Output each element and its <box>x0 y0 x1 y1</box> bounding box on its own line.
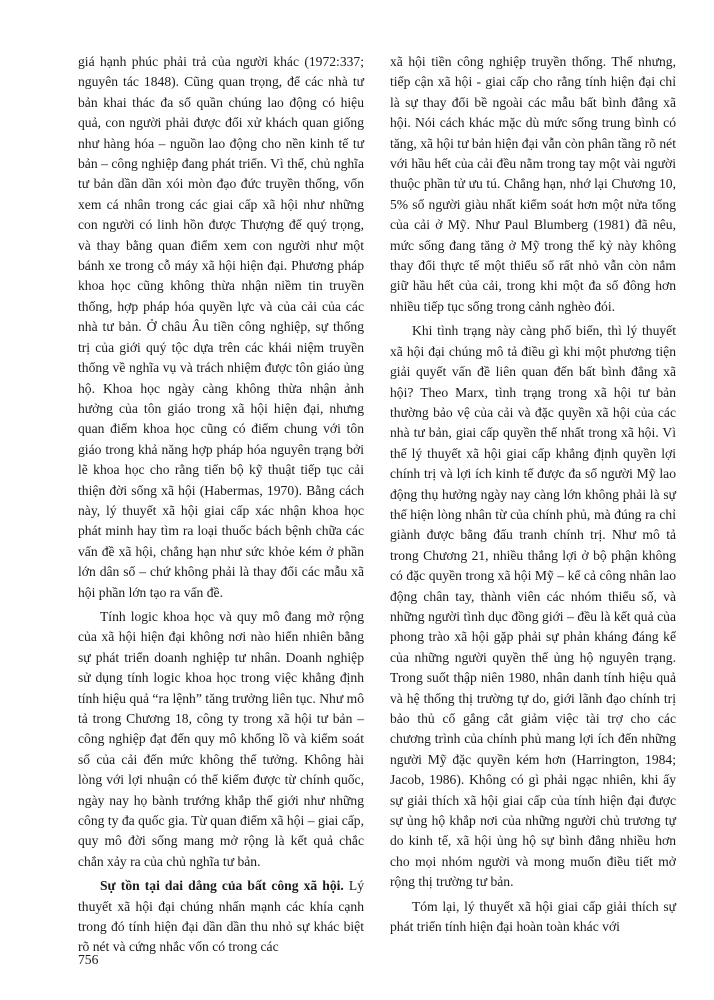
paragraph: Khi tình trạng này càng phổ biến, thì lý thuyết xã hội đại chúng mô tả điều gì khi một phương tiện giải quyết vấn đề liên quan đến bất bình đẳng xã hội? Theo Marx, tình trạng trong xã hội tư bản thường bảo vệ của cải và đặc quyền xã hội của các nhà tư bản, giai cấp quyền thế nhất trong xã hội. Vì thế lý thuyết xã hội giai cấp khẳng định quyền lợi chính trị và lợi ích kinh tế được đa số người Mỹ lao động thụ hưởng ngày nay càng lớn không phải là sự thể hiện lòng nhân từ của chính phủ, mà đúng ra chỉ giành được bằng đấu tranh chính trị. Như mô tả trong Chương 21, nhiều thắng lợi ở bộ phận không có đặc quyền trong xã hội Mỹ – kể cả công nhân lao động chân tay, thành viên các nhóm thiểu số, và những người tình dục đồng giới – đều là kết quả của phong trào xã hội gặp phải sự phản kháng đáng kể của những người quyền thế ủng hộ nguyên trạng. Trong suốt thập niên 1980, nhân danh tính hiệu quả và hệ thống thị trường tự do, giới lãnh đạo chính trị bảo thủ cố gắng cắt giảm việc tài trợ cho các chương trình của chính phủ mang lợi ích đến những người Mỹ đặc quyền kém hơn (Harrington, 1984; Jacob, 1986). Không có gì phải ngạc nhiên, khi ấy sự giải thích xã hội giai cấp của tính hiện đại được sự ủng hộ khắp nơi của những người chủ trương tự do kinh tế, xã hội ủng hộ sự bình đẳng nhiều hơn cho mọi nhóm người và mong muốn điều tiết mở rộng thị trường tư bản. <box>390 323 676 890</box>
paragraph: Tính logic khoa học và quy mô đang mở rộng của xã hội hiện đại không nơi nào hiển nhiên bằng sự phát triển doanh nghiệp tư nhân. Doanh nghiệp sử dụng tính logic khoa học trong việc khẳng định tính hiệu quả “ra lệnh” tăng trưởng liên tục. Như mô tả trong Chương 18, công ty trong xã hội tư bản – công nghiệp đạt đến quy mô khổng lồ và kiểm soát số của cải đến mức không thể tưởng. Không hài lòng với lợi nhuận có thể kiếm được từ chính quốc, ngày nay họ bành trướng khắp thế giới như những công ty đa quốc gia. Từ quan điểm xã hội – giai cấp, quy mô đời sống mang mở rộng là kết quả chắc chắn xảy ra của chủ nghĩa tư bản. <box>78 608 364 869</box>
paragraph: giá hạnh phúc phải trả của người khác (1972:337; nguyên tác 1848). Cũng quan trọng, để các nhà tư bản khai thác đa số quần chúng lao động có hiệu quả, con người phải được đối xử khách quan giống như hàng hóa – nguồn lao động cho nền kinh tế tư bản – công nghiệp đang phát triển. Vì thế, chủ nghĩa tư bản dần dần xói mòn đạo đức truyền thống, vốn xem cá nhân trong các giai cấp xã hội như những con người có linh hồn được Thượng đế quý trọng, và thay bằng quan điểm xem con người như một bánh xe trong cỗ máy xã hội hiện đại. Phương pháp khoa học cũng không thừa nhận niềm tin truyền thống, hợp pháp hóa quyền lực và của cải của các nhà tư bản. Ở châu Âu tiền công nghiệp, sự thống trị của giới quý tộc dựa trên các khái niệm truyền thống về nghĩa vụ và trách nhiệm được tôn giáo ủng hộ. Khoa học ngày càng không thừa nhận ảnh hưởng của tôn giáo trong xã hội hiện đại, nhưng quan điểm khoa học cũng có điểm chung với tôn giáo trong khả năng hợp pháp hóa nguyên trạng bởi lẽ khoa học cho rằng tiến bộ kỹ thuật tiếp tục cải thiện đời sống xã hội (Habermas, 1970). Bằng cách này, lý thuyết xã hội giai cấp xác nhận khoa học phát minh hay tìm ra loại thuốc bách bệnh chữa các vấn đề xã hội, chẳng hạn như sức khỏe kém ở phần lớn dân số – chứ không phải là thay đổi các mẫu xã hội phần lớn tạo ra vấn đề. <box>78 54 364 600</box>
right-column <box>390 52 676 937</box>
paragraph-text: Lý thuyết xã hội đại chúng nhấn mạnh các khía cạnh trong đó tính hiện đại dần dần thu nhỏ sự khác biệt rõ nét và cứng nhắc vốn có trong các <box>78 878 365 955</box>
paragraph <box>78 876 364 958</box>
paragraph: Tóm lại, lý thuyết xã hội giai cấp giải thích sự phát triển tính hiện đại hoàn toàn khác với <box>390 898 676 935</box>
page-number: 756 <box>78 952 99 967</box>
paragraph: xã hội tiền công nghiệp truyền thống. Thế nhưng, tiếp cận xã hội - giai cấp cho rằng tính hiện đại chỉ là sự thay đổi bề ngoài các mẫu bất bình đẳng xã hội. Nói cách khác mặc dù mức sống trung bình có tăng, xã hội tư bản hiện đại vẫn còn phân tầng rõ nét với hầu hết của cải đều nằm trong tay một vài người thuộc phần tử ưu tú. Chẳng hạn, nhớ lại Chương 10, 5% số người giàu nhất kiểm soát hơn một nửa tổng của cải ở Mỹ. Như Paul Blumberg (1981) đã nêu, mức sống đang tăng ở Mỹ trong thế kỷ này không thay đổi thực tế một thiểu số rất nhỏ vẫn còn nắm giữ hầu hết của cải, trong khi một đa số đông hơn nhiều tiếp tục sống trong cảnh nghèo đói. <box>390 54 676 314</box>
left-column <box>78 52 364 958</box>
section-heading: Sự tồn tại dai dẳng của bất công xã hội. <box>100 878 344 894</box>
